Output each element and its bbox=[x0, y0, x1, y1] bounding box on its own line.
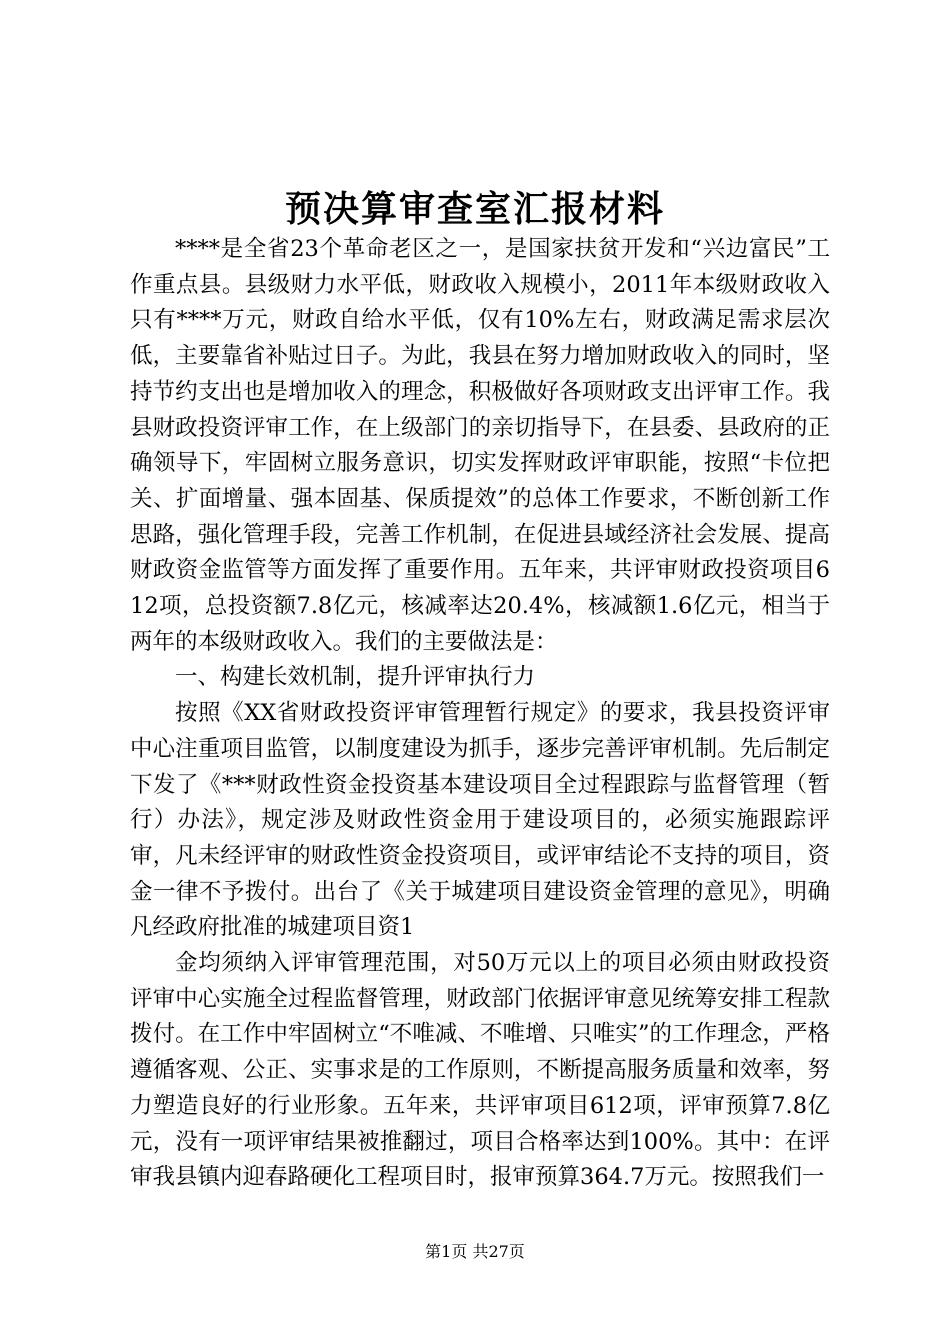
document-title: 预决算审查室汇报材料 bbox=[284, 188, 665, 230]
document-body bbox=[130, 232, 830, 1196]
paragraph-intro: ****是全省23个革命老区之一，是国家扶贫开发和“兴边富民”工作重点县。县级财力水平低，财政收入规模小，2011年本级财政收入只有****万元，财政自给水平低，仅有10%左右，财政满足需求层次低，主要靠省补贴过日子。为此，我县在努力增加财政收入的同时，坚持节约支出也是增加收入的理念，积极做好各项财政支出评审工作。我县财政投资评审工作，在上级部门的亲切指导下，在县委、县政府的正确领导下，牢固树立服务意识，切实发挥财政评审职能，按照“卡位把关、扩面增量、强本固基、保质提效”的总体工作要求，不断创新工作思路，强化管理手段，完善工作机制，在促进县域经济社会发展、提高财政资金监管等方面发挥了重要作用。五年来，共评审财政投资项目612项，总投资额7.8亿元，核减率达20.4%，核减额1.6亿元，相当于两年的本级财政收入。我们的主要做法是： bbox=[130, 236, 830, 655]
page-footer: 第1页 共27页 bbox=[425, 1242, 525, 1261]
paragraph-section-1: 按照《XX省财政投资评审管理暂行规定》的要求，我县投资评审中心注重项目监管，以制度建设为抓手，逐步完善评审机制。先后制定下发了《***财政性资金投资基本建设项目全过程跟踪与监督管理（暂行）办法》，规定涉及财政性资金用于建设项目的，必须实施跟踪评审，凡未经评审的财政性资金投资项目，或评审结论不支持的项目，资金一律不予拨付。出台了《关于城建项目建设资金管理的意见》，明确凡经政府批准的城建项目资1 bbox=[130, 700, 830, 941]
section-heading-1: 一、构建长效机制，提升评审执行力 bbox=[175, 664, 536, 691]
paragraph-continuation: 金均须纳入评审管理范围，对50万元以上的项目必须由财政投资评审中心实施全过程监督管理，财政部门依据评审意见统筹安排工程款拨付。在工作中牢固树立“不唯减、不唯增、只唯实”的工作理念，严格遵循客观、公正、实事求是的工作原则，不断提高服务质量和效率，努力塑造良好的行业形象。五年来，共评审项目612项，评审预算7.8亿元，没有一项评审结果被推翻过，项目合格率达到100%。其中：在评审我县镇内迎春路硬化工程项目时，报审预算364.7万元。按照我们一 bbox=[130, 950, 830, 1191]
